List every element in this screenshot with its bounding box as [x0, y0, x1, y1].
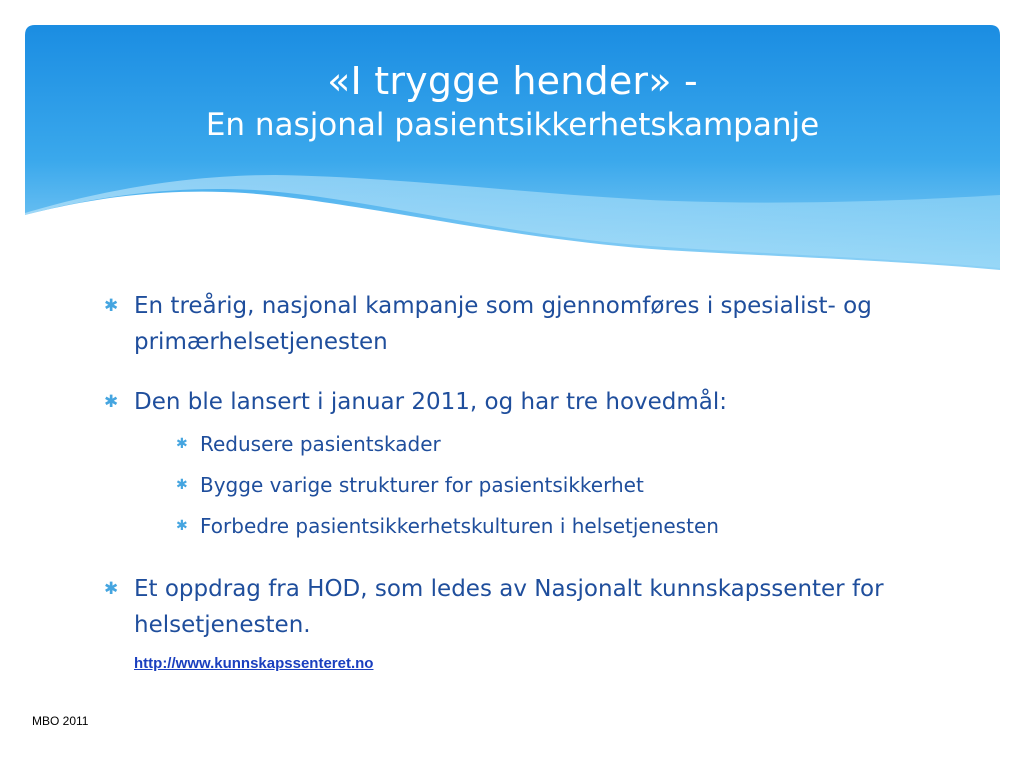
asterisk-icon: ✱: [176, 518, 188, 534]
sub-bullet-text: Bygge varige strukturer for pasientsikkerhet: [200, 473, 644, 497]
bullet-text: Et oppdrag fra HOD, som ledes av Nasjonalt kunnskapssenter for helsetjenesten.: [134, 576, 884, 638]
bullet-item: [100, 384, 900, 547]
title-main: «I trygge hender» -: [327, 59, 698, 103]
sub-bullet-item: [100, 424, 900, 465]
bullet-item: [100, 288, 900, 360]
bullet-text: Den ble lansert i januar 2011, og har tre hovedmål:: [134, 389, 728, 415]
asterisk-icon: ✱: [176, 477, 188, 493]
asterisk-icon: ✱: [104, 296, 119, 316]
bullet-item: [100, 571, 900, 679]
sub-bullet-list: [134, 424, 900, 547]
bullet-list: [100, 288, 900, 703]
slide-title: [25, 58, 1000, 146]
sub-bullet-item: [100, 506, 900, 547]
asterisk-icon: ✱: [176, 436, 188, 452]
bullet-text: En treårig, nasjonal kampanje som gjennomføres i spesialist- og primærhelsetjenesten: [134, 293, 872, 355]
asterisk-icon: ✱: [104, 392, 119, 412]
title-subtitle: En nasjonal pasientsikkerhetskampanje: [205, 107, 820, 143]
website-link[interactable]: http://www.kunnskapssenteret.no: [134, 655, 374, 672]
asterisk-icon: ✱: [104, 579, 119, 599]
footer-label: MBO 2011: [32, 714, 89, 728]
sub-bullet-text: Redusere pasientskader: [200, 432, 441, 456]
sub-bullet-item: [100, 465, 900, 506]
sub-bullet-text: Forbedre pasientsikkerhetskulturen i helsetjenesten: [200, 514, 719, 538]
